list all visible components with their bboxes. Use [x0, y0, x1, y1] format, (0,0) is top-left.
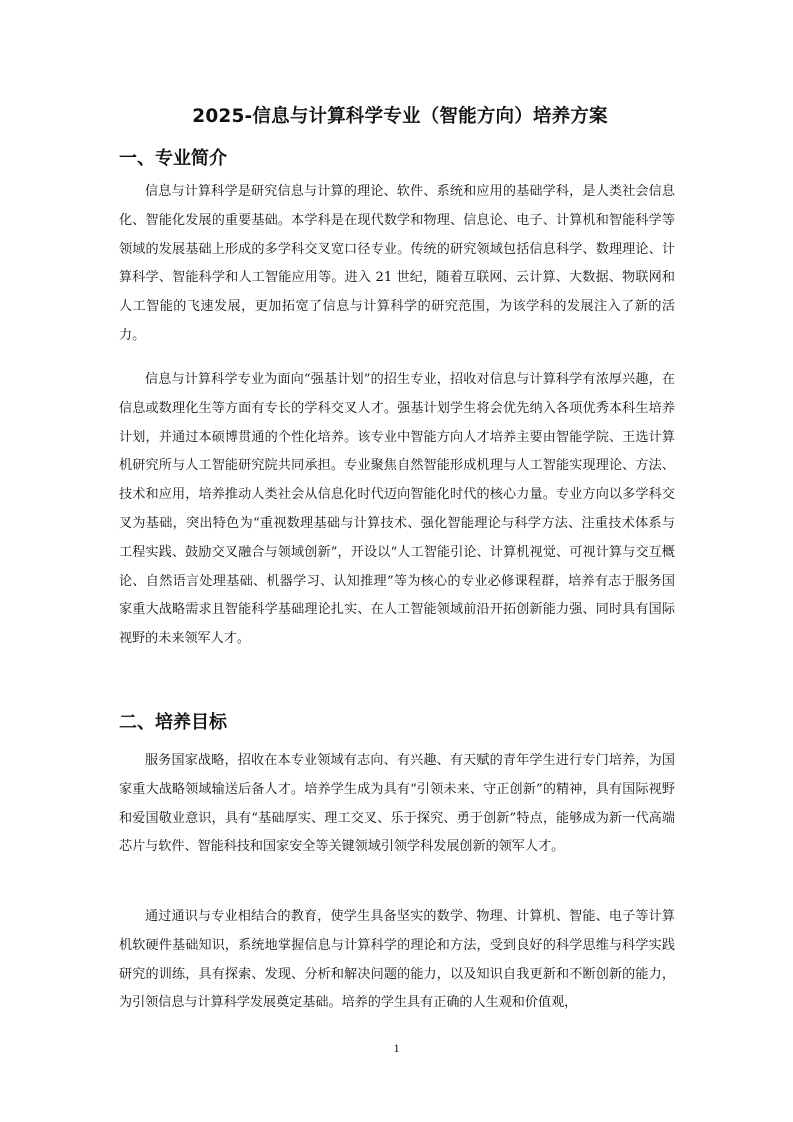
document-title: 2025-信息与计算科学专业（智能方向）培养方案	[192, 106, 608, 127]
intro-paragraph-2: 信息与计算科学专业为面向“强基计划”的招生专业，招收对信息与计算科学有浓厚兴趣，在信息或数理化生等方面有专长的学科交叉人才。强基计划学生将会优先纳入各项优秀本科生培养计划，并通过本硕博贯通的个性化培养。该专业中智能方向人才培养主要由智能学院、王选计算机研究所与人工智能研究院共同承担。专业聚焦自然智能形成机理与人工智能实现理论、方法、技术和应用，培养推动人类社会从信息化时代迈向智能化时代的核心力量。专业方向以多学科交叉为基础，突出特色为“重视数理基础与计算技术、强化智能理论与科学方法、注重技术体系与工程实践、鼓励交叉融合与领域创新”，开设以“人工智能引论、计算机视觉、可视计算与交互概论、自然语言处理基础、机器学习、认知推理”等为核心的专业必修课程群，培养有志于服务国家重大战略需求且智能科学基础理论扎实、在人工智能领域前沿开拓创新能力强、同时具有国际视野的未来领军人才。	[119, 372, 675, 647]
section-heading-goals: 二、培养目标	[119, 712, 227, 733]
section-heading-intro: 一、专业简介	[119, 148, 227, 169]
intro-paragraph-1: 信息与计算科学是研究信息与计算的理论、软件、系统和应用的基础学科，是人类社会信息化、智能化发展的重要基础。本学科是在现代数学和物理、信息论、电子、计算机和智能科学等领域的发展基础上形成的多学科交叉宽口径专业。传统的研究领域包括信息科学、数理理论、计算科学、智能科学和人工智能应用等。进入 21 世纪，随着互联网、云计算、大数据、物联网和人工智能的飞速发展，更加拓宽了信息与计算科学的研究范围，为该学科的发展注入了新的活力。	[119, 184, 675, 343]
goals-paragraph-1: 服务国家战略，招收在本专业领域有志向、有兴趣、有天赋的青年学生进行专门培养，为国家重大战略领域输送后备人才。培养学生成为具有“引领未来、守正创新”的精神，具有国际视野和爱国敬业意识，具有“基础厚实、理工交叉、乐于探究、勇于创新”特点，能够成为新一代高端芯片与软件、智能科技和国家安全等关键领域引领学科发展创新的领军人才。	[119, 753, 675, 855]
page-number: 1	[393, 1041, 400, 1055]
goals-paragraph-2: 通过通识与专业相结合的教育，使学生具备坚实的数学、物理、计算机、智能、电子等计算机软硬件基础知识，系统地掌握信息与计算科学的理论和方法，受到良好的科学思维与科学实践研究的训练，具有探索、发现、分析和解决问题的能力，以及知识自我更新和不断创新的能力，为引领信息与计算科学发展奠定基础。培养的学生具有正确的人生观和价值观，	[119, 909, 675, 1011]
